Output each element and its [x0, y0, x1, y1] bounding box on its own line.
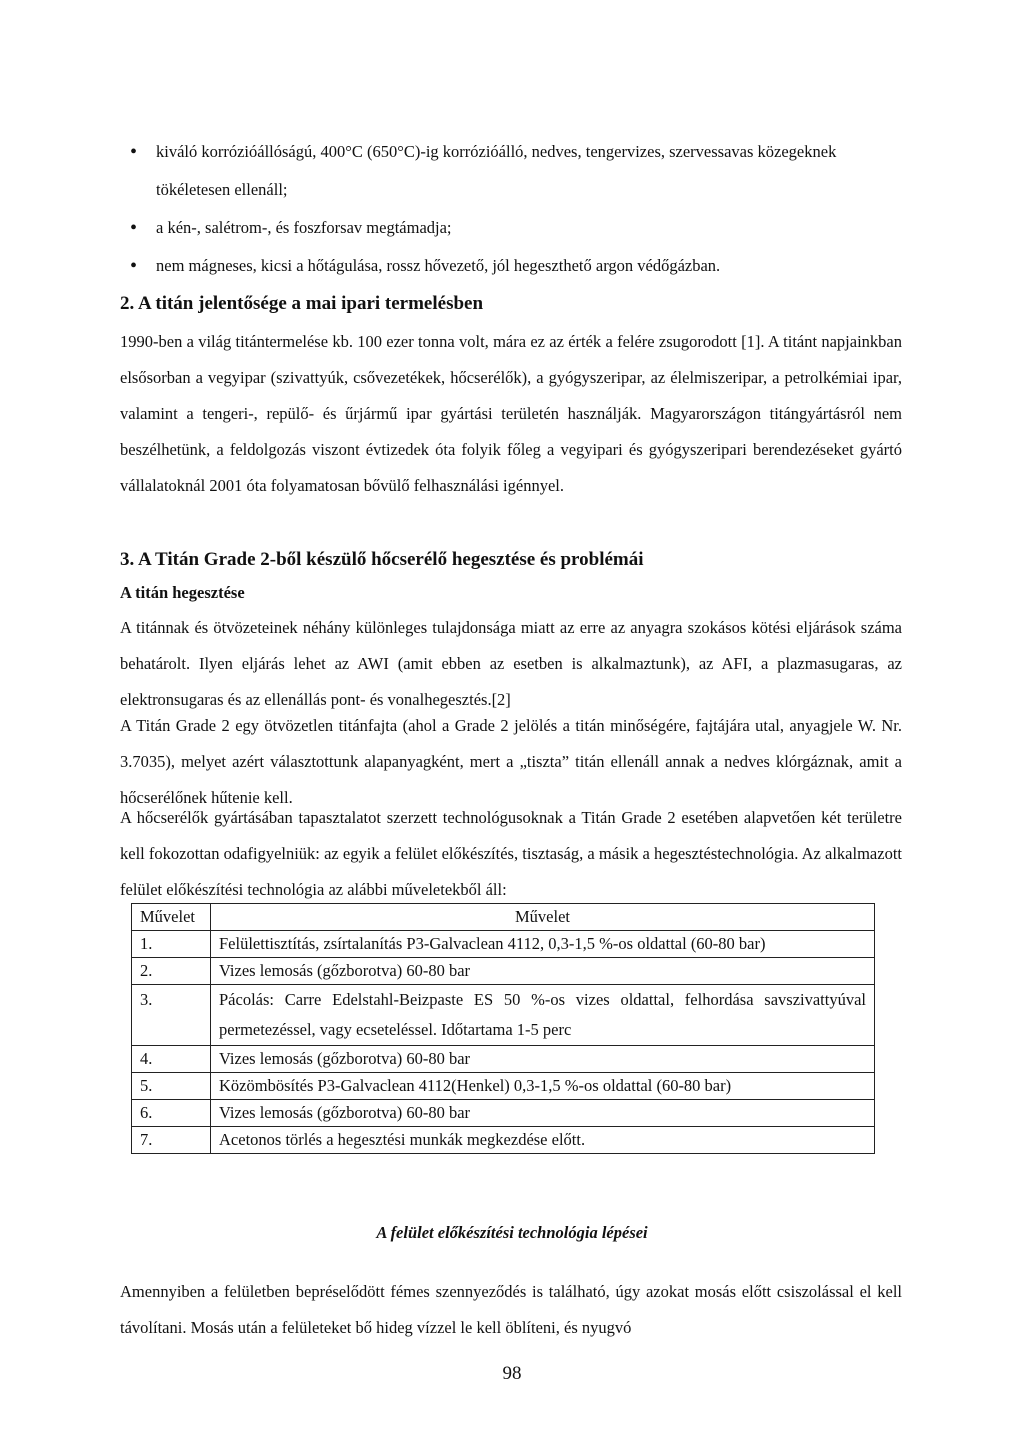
paragraph-grade2: A Titán Grade 2 egy ötvözetlen titánfajta (ahol a Grade 2 jelölés a titán minőségére, fajtájára utal, anyagjele W. Nr. 3.7035), melyet azért választottunk alapanyagként, mert a „tiszta” titán ellenáll annak a nedves klórgáznak, amit a hőcserélőnek hűtenie kell.: [120, 716, 902, 807]
table-header-cell: Művelet: [211, 904, 875, 931]
table-row: [132, 1073, 875, 1100]
step-description: Pácolás: Carre Edelstahl-Beizpaste ES 50 %-os vizes oldattal, felhordása savszivattyúval permetezéssel, vagy ecseteléssel. Időtartama 1-5 perc: [211, 985, 875, 1046]
subsection-heading: A titán hegesztése: [120, 583, 245, 602]
table-row: [132, 1127, 875, 1154]
step-number: 4.: [132, 1046, 211, 1073]
step-description: Vizes lemosás (gőzborotva) 60-80 bar: [211, 1046, 875, 1073]
section-3-heading: 3. A Titán Grade 2-ből készülő hőcserélő hegesztése és problémái: [120, 549, 644, 570]
table-row: [132, 985, 875, 1046]
paragraph-welding-methods: A titánnak és ötvözeteinek néhány különleges tulajdonsága miatt az erre az anyagra szokásos kötési eljárások száma behatárolt. Ilyen eljárás lehet az AWI (amit ebben az esetben is alkalmaztunk), az AFI, a plazmasugaras, az elektronsugaras és az ellenállás pont- és vonalhegesztés.[2]: [120, 618, 902, 709]
closing-paragraph: Amennyiben a felületben bepréselődött fémes szennyeződés is található, úgy azokat mosás előtt csiszolással el kell távolítani. Mosás után a felületeket bő hideg vízzel le kell öblíteni, és nyugvó: [120, 1282, 902, 1337]
step-number: 2.: [132, 958, 211, 985]
step-description: Vizes lemosás (gőzborotva) 60-80 bar: [211, 1100, 875, 1127]
step-description: Felülettisztítás, zsírtalanítás P3-Galvaclean 4112, 0,3-1,5 %-os oldattal (60-80 bar): [211, 931, 875, 958]
list-item: • a kén-, salétrom-, és foszforsav megtámadja;: [120, 209, 910, 247]
table-row: [132, 931, 875, 958]
operations-table: [131, 903, 875, 1154]
table-row: [132, 958, 875, 985]
section-2-paragraph: 1990-ben a világ titántermelése kb. 100 ezer tonna volt, mára ez az érték a felére zsugorodott [1]. A titánt napjainkban elsősorban a vegyipar (szivattyúk, csővezetékek, hőcserélők), a gyógyszeripar, az élelmiszeripar, a petrolkémiai ipar, valamint a tengeri-, repülő- és űrjármű ipar gyártási területén használják. Magyarországon titángyártásról nem beszélhetünk, a feldolgozás viszont évtizedek óta folyik főleg a vegyipari és gyógyszeripari berendezéseket gyártó vállalatoknál 2001 óta folyamatosan bővülő felhasználási igénnyel.: [120, 332, 902, 495]
page-number: 98: [502, 1363, 522, 1384]
section-2-heading: 2. A titán jelentősége a mai ipari termelésben: [120, 293, 484, 314]
table-header-cell: Művelet: [132, 904, 211, 931]
paragraph-preparation: A hőcserélők gyártásában tapasztalatot szerzett technológusoknak a Titán Grade 2 esetében alapvetően két területre kell fokozottan odafigyelniük: az egyik a felület előkészítés, tisztaság, a másik a hegesztéstechnológia. Az alkalmazott felület előkészítési technológia az alábbi műveletekből áll:: [120, 808, 902, 899]
step-description: Acetonos törlés a hegesztési munkák megkezdése előtt.: [211, 1127, 875, 1154]
list-item: • kiváló korrózióállóságú, 400°C (650°C)-ig korrózióálló, nedves, tengervizes, szervessavas közegeknek tökéletesen ellenáll;: [120, 133, 910, 209]
list-item: • nem mágneses, kicsi a hőtágulása, rossz hővezető, jól hegeszthető argon védőgázban.: [120, 247, 910, 285]
step-number: 6.: [132, 1100, 211, 1127]
step-number: 1.: [132, 931, 211, 958]
table-row: [132, 1100, 875, 1127]
step-number: 5.: [132, 1073, 211, 1100]
property-list: [120, 133, 910, 285]
table-row: [132, 1046, 875, 1073]
step-description: Vizes lemosás (gőzborotva) 60-80 bar: [211, 958, 875, 985]
step-number: 3.: [132, 985, 211, 1046]
step-description: Közömbösítés P3-Galvaclean 4112(Henkel) 0,3-1,5 %-os oldattal (60-80 bar): [211, 1073, 875, 1100]
table-header-row: [132, 904, 875, 931]
table-caption: A felület előkészítési technológia lépései: [376, 1223, 648, 1242]
step-number: 7.: [132, 1127, 211, 1154]
